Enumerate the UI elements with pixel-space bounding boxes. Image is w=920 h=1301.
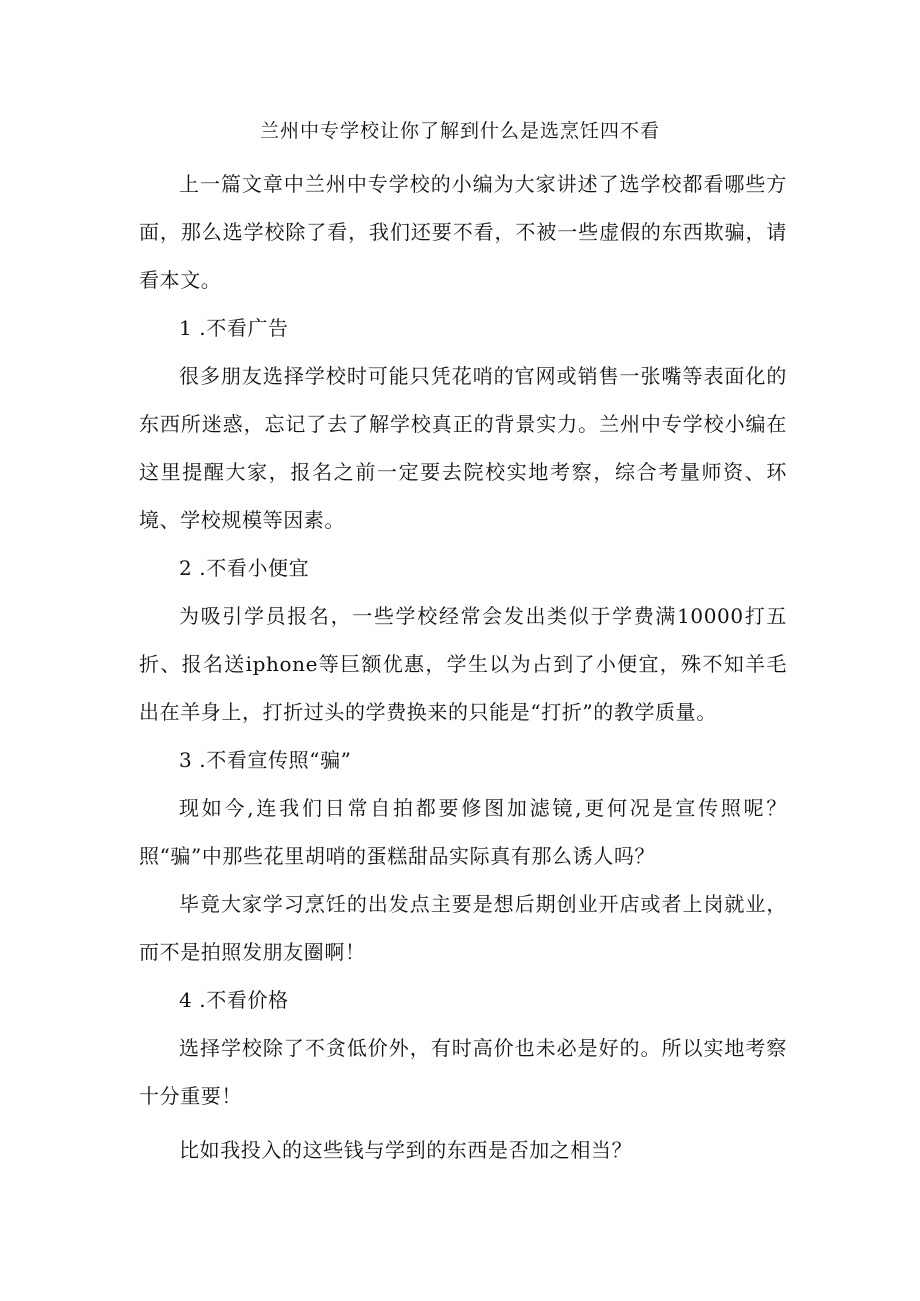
section-1-heading: 1 .不看广告	[179, 316, 289, 340]
document-title: 兰州中专学校让你了解到什么是选烹饪四不看	[259, 120, 660, 142]
section-3-paragraph-1: 现如今,连我们日常自拍都要修图加滤镜,更何况是宣传照呢？照“骗”中那些花里胡哨的蛋糕甜品实际真有那么诱人吗？	[139, 796, 787, 868]
intro-paragraph: 上一篇文章中兰州中专学校的小编为大家讲述了选学校都看哪些方面，那么选学校除了看，我们还要不看，不被一些虚假的东西欺骗，请看本文。	[139, 172, 787, 292]
section-2-heading: 2 .不看小便宜	[179, 556, 310, 580]
document-body	[139, 160, 787, 1174]
section-4-paragraph-2: 比如我投入的这些钱与学到的东西是否加之相当？	[179, 1138, 633, 1162]
section-3-paragraph-2: 毕竟大家学习烹饪的出发点主要是想后期创业开店或者上岗就业，而不是拍照发朋友圈啊！	[139, 892, 787, 964]
section-4-paragraph-1: 选择学校除了不贪低价外，有时高价也未必是好的。所以实地考察十分重要！	[139, 1036, 787, 1108]
section-4-heading: 4 .不看价格	[179, 988, 289, 1012]
section-1-paragraph: 很多朋友选择学校时可能只凭花哨的官网或销售一张嘴等表面化的东西所迷惑，忘记了去了解学校真正的背景实力。兰州中专学校小编在这里提醒大家，报名之前一定要去院校实地考察，综合考量师资、环境、学校规模等因素。	[139, 364, 787, 532]
section-3-heading: 3 .不看宣传照“骗”	[179, 748, 352, 772]
section-2-paragraph: 为吸引学员报名，一些学校经常会发出类似于学费满10000打五折、报名送iphone等巨额优惠，学生以为占到了小便宜，殊不知羊毛出在羊身上，打折过头的学费换来的只能是“打折”的教学质量。	[139, 604, 787, 724]
